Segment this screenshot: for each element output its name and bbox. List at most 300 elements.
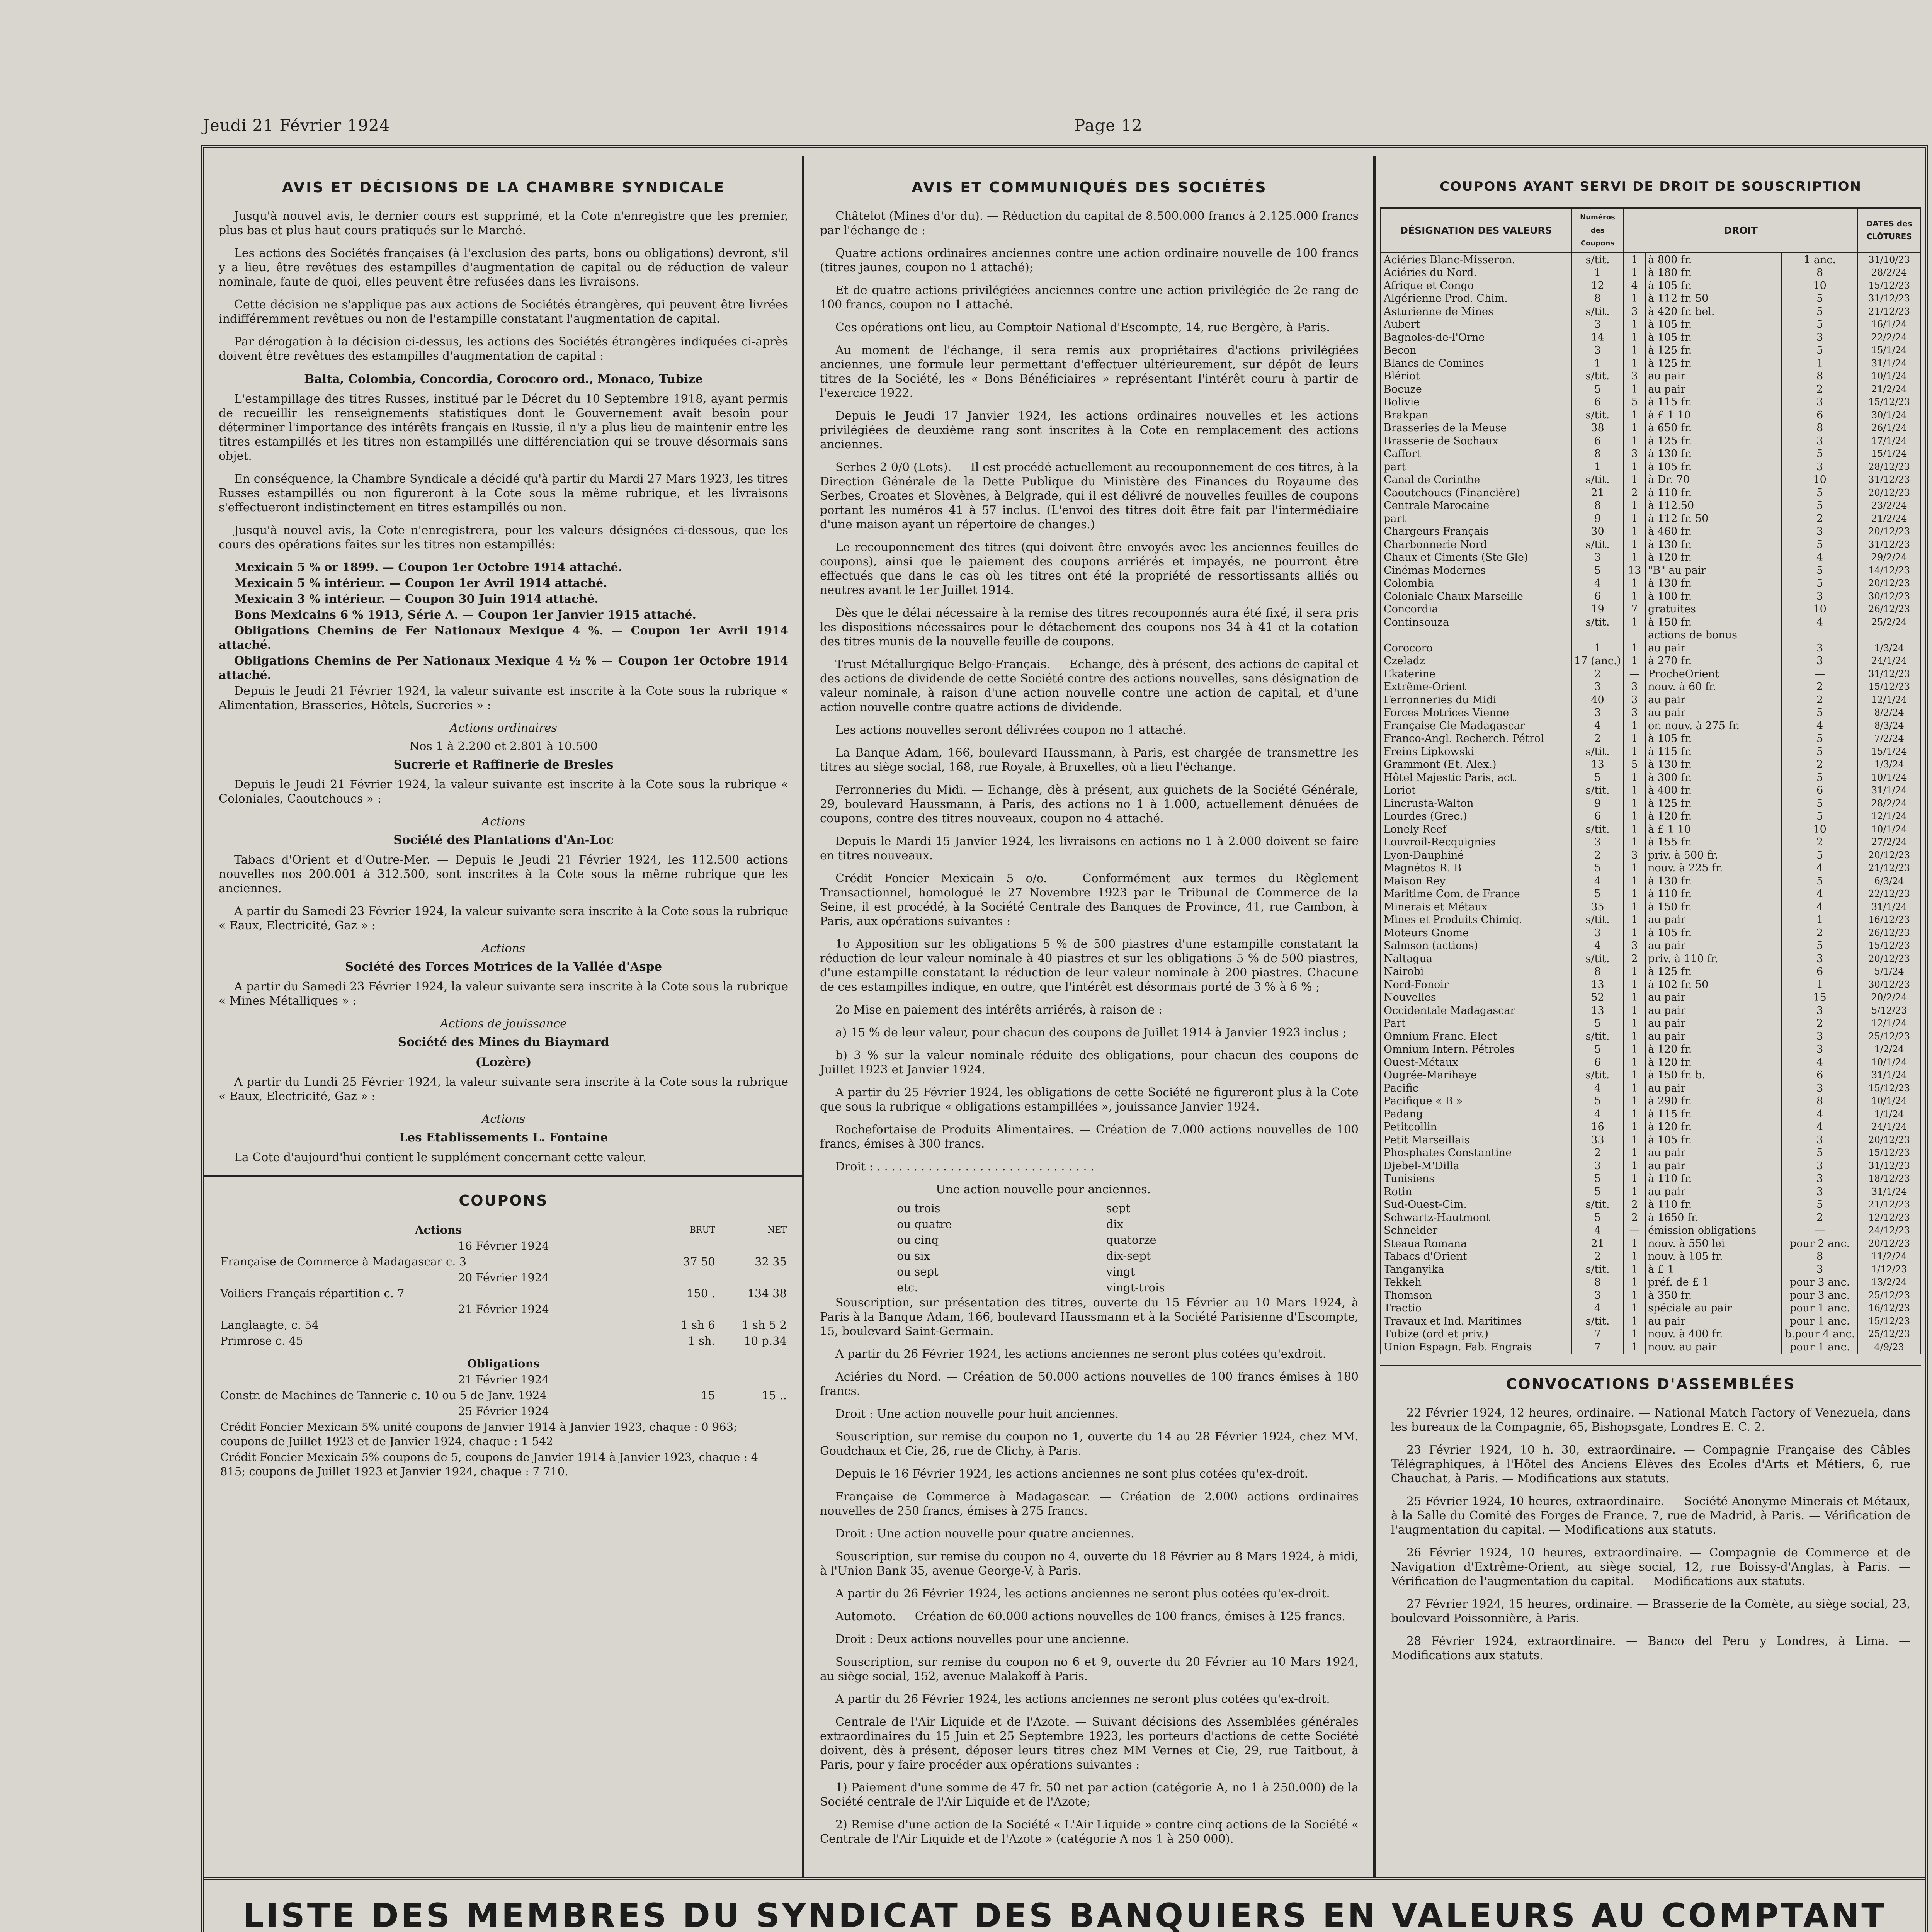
subscription-row: [1381, 279, 1921, 293]
subscription-row: [1381, 1276, 1921, 1289]
cloture-date: 10/1/24: [1858, 1095, 1921, 1108]
valeur-name: Schwartz-Hautmont: [1381, 1211, 1571, 1225]
th-droit: DROIT: [1624, 208, 1858, 253]
droit-ratio: [1782, 629, 1857, 642]
communique-paragraph: 2o Mise en paiement des intérêts arriérés, à raison de :: [835, 1003, 1163, 1017]
coupon-brut: 150 .: [686, 1287, 715, 1300]
subscription-row: [1381, 396, 1921, 409]
divider: [204, 1175, 803, 1177]
communique-paragraph: Française de Commerce à Madagascar. — Création de 2.000 actions ordinaires nouvelles de 250 francs, émises à 275 francs.: [820, 1490, 1359, 1518]
communique-paragraph: Châtelot (Mines d'or du). — Réduction du capital de 8.500.000 francs à 2.125.000 francs par l'échange de :: [820, 209, 1359, 237]
valeur-name: Grammont (Et. Alex.): [1381, 758, 1571, 771]
coupon-net: 32 35: [754, 1255, 787, 1268]
droit-table: [895, 1201, 1326, 1296]
cloture-date: 10/1/24: [1858, 370, 1921, 383]
subscription-row: [1381, 784, 1921, 797]
coupon-number: 3: [1571, 927, 1624, 940]
droit-qty: 1: [1624, 616, 1645, 629]
droit-ratio: 3: [1782, 1030, 1857, 1043]
paragraph: A partir du Lundi 25 Février 1924, la valeur suivante sera inscrite à la Cote sous la rubrique « Eaux, Electricité, Gaz » :: [219, 1075, 788, 1103]
cloture-date: 29/2/24: [1858, 551, 1921, 564]
cloture-date: 20/12/23: [1858, 849, 1921, 862]
communique-paragraph: Aciéries du Nord. — Création de 50.000 actions nouvelles de 100 francs émises à 180 francs.: [820, 1370, 1359, 1398]
valeur-name: Tractio: [1381, 1302, 1571, 1315]
paragraph: Depuis le Jeudi 21 Février 1924, la valeur suivante est inscrite à la Cote sous la rubrique « Coloniales, Caoutchoucs » :: [219, 778, 788, 806]
droit-qty: 2: [1624, 952, 1645, 966]
droit-qty: 3: [1624, 447, 1645, 461]
droit-terms: nouv. à 550 lei: [1645, 1237, 1782, 1250]
coupon-number: 6: [1571, 590, 1624, 603]
subscription-row: [1381, 253, 1921, 266]
coupon-number: 35: [1571, 901, 1624, 914]
coupon-number: 33: [1571, 1134, 1624, 1147]
droit-qty: 5: [1624, 758, 1645, 771]
coupon-number: s/tit.: [1571, 1069, 1624, 1082]
valeur-name: Lincrusta-Walton: [1381, 797, 1571, 810]
coupon-net: 15 ..: [762, 1389, 787, 1402]
valeur-name: Française Cie Madagascar: [1381, 719, 1571, 733]
droit-ratio: 3: [1782, 396, 1857, 409]
subscription-row: [1381, 745, 1921, 759]
droit-ratio: 3: [1782, 590, 1857, 603]
droit-qty: 1: [1624, 1082, 1645, 1095]
coupon-number: 13: [1571, 758, 1624, 771]
subscription-row: [1381, 603, 1921, 616]
subscription-row: [1381, 655, 1921, 668]
droit-qty: 1: [1624, 991, 1645, 1004]
valeur-name: Coloniale Chaux Marseille: [1381, 590, 1571, 603]
valeur-name: Tunisiens: [1381, 1172, 1571, 1185]
communique-paragraph: Droit : Deux actions nouvelles pour une ancienne.: [835, 1633, 1129, 1646]
coupons-table: [219, 1222, 788, 1480]
coupon-number: s/tit.: [1571, 1030, 1624, 1043]
droit-ratio: 5: [1782, 732, 1857, 745]
droit-terms: au pair: [1645, 370, 1782, 383]
cloture-date: 31/12/23: [1858, 668, 1921, 681]
valeur-name: Louvroil-Recquignies: [1381, 836, 1571, 849]
valeur-name: Brasseries de la Meuse: [1381, 422, 1571, 435]
coupon-number: 4: [1571, 1224, 1624, 1237]
valeur-name: Petit Marseillais: [1381, 1134, 1571, 1147]
droit-terms: à 100 fr.: [1645, 590, 1782, 603]
coupon-number: 3: [1571, 706, 1624, 719]
communique-paragraph: Centrale de l'Air Liquide et de l'Azote. — Suivant décisions des Assemblées générales extraordinaires du 15 Juin et 25 Septembre 1923, les porteurs d'actions de cette Société doivent, dès à présent, déposer leurs titres chez MM Vernes et Cie, 29, rue Taitbout, à Paris, pour y faire procéder aux opérations suivantes :: [820, 1715, 1359, 1772]
droit-terms: à 110 fr.: [1645, 1172, 1782, 1185]
coupon-number: 6: [1571, 435, 1624, 448]
subscription-row: [1381, 1056, 1921, 1069]
cloture-date: 28/12/23: [1858, 461, 1921, 474]
coupon-number: 19: [1571, 603, 1624, 616]
subscription-row: [1381, 991, 1921, 1004]
droit-terms: nouv. à 400 fr.: [1645, 1328, 1782, 1341]
valeur-name: Padang: [1381, 1108, 1571, 1121]
subscription-row: [1381, 447, 1921, 461]
coupon-number: 40: [1571, 694, 1624, 707]
droit-qty: 1: [1624, 719, 1645, 733]
coupon-number: 13: [1571, 978, 1624, 992]
paragraph: Cette décision ne s'applique pas aux actions de Sociétés étrangères, qui peuvent être livrées indifféremment revêtues ou non de l'estampille constatant l'augmentation de capital.: [219, 298, 788, 326]
paragraph: Tabacs d'Orient et d'Outre-Mer. — Depuis le Jeudi 21 Février 1924, les 112.500 actions nouvelles nos 200.001 à 312.500, sont inscrites à la Cote sous la même rubrique que les anciennes.: [219, 853, 788, 895]
subscription-row: [1381, 370, 1921, 383]
coupon-number: 8: [1571, 965, 1624, 978]
droit-qty: 1: [1624, 331, 1645, 344]
droit-qty: 3: [1624, 370, 1645, 383]
droit-ratio: 6: [1782, 1069, 1857, 1082]
coupon-number: 5: [1571, 1043, 1624, 1056]
cloture-date: 31/1/24: [1858, 1185, 1921, 1199]
droit-ratio: 4: [1782, 888, 1857, 901]
droit-terms: à 105 fr.: [1645, 732, 1782, 745]
coupon-number: 7: [1571, 1328, 1624, 1341]
cloture-date: 1/3/24: [1858, 758, 1921, 771]
droit-qty: 1: [1624, 1134, 1645, 1147]
coupon-number: 5: [1571, 1017, 1624, 1030]
coupon-number: 16: [1571, 1121, 1624, 1134]
coupon-number: 8: [1571, 499, 1624, 512]
valeur-name: Nouvelles: [1381, 991, 1571, 1004]
communique-paragraph: Crédit Foncier Mexicain 5 o/o. — Conformément aux termes du Règlement Transactionnel, homologué le 27 Novembre 1923 par le Tribunal de Commerce de la Seine, il est procédé, à la Société Centrale des Banques de Province, 41, rue Cambon, à Paris, aux opérations suivantes :: [820, 872, 1359, 928]
droit-qty: 1: [1624, 862, 1645, 875]
droit-terms: à 120 fr.: [1645, 1056, 1782, 1069]
communique-paragraph: Depuis le 16 Février 1924, les actions anciennes ne sont plus cotées qu'ex-droit.: [835, 1467, 1308, 1481]
communique-paragraph: Souscription, sur remise du coupon no 1, ouverte du 14 au 28 Février 1924, chez MM. Goudchaux et Cie, 26, rue de Clichy, à Paris.: [820, 1430, 1359, 1458]
coupon-number: 3: [1571, 318, 1624, 331]
valeur-name: Pacifique « B »: [1381, 1095, 1571, 1108]
droit-qty: 1: [1624, 1289, 1645, 1302]
droit-qty: 1: [1624, 318, 1645, 331]
valeur-name: Canal de Corinthe: [1381, 473, 1571, 486]
droit-ratio: 4: [1782, 862, 1857, 875]
coupon-number: 4: [1571, 939, 1624, 952]
paragraph: Par dérogation à la décision ci-dessus, les actions des Sociétés étrangères indiquées ci-après doivent être revêtues des estampilles d'augmentation de capital :: [219, 335, 788, 363]
droit-qty: —: [1624, 1224, 1645, 1237]
cloture-date: 14/12/23: [1858, 564, 1921, 577]
droit-ratio: 1: [1782, 913, 1857, 927]
droit-new: vingt: [1106, 1265, 1135, 1278]
droit-ratio: 10: [1782, 279, 1857, 293]
cloture-date: 20/12/23: [1858, 577, 1921, 590]
cloture-date: 30/12/23: [1858, 590, 1921, 603]
communique-paragraph: Droit : Une action nouvelle pour huit anciennes.: [835, 1407, 1119, 1421]
communique-paragraph: Serbes 2 0/0 (Lots). — Il est procédé actuellement au recouponnement de ces titres, à la Direction Générale de la Dette Publique du Ministère des Finances du Royaume des Serbes, Croates et Slovènes, à Belgrade, qui il est délivré de nouvelles feuilles de coupons portant les numéros 41 à 57 inclus. (L'envoi des titres doit être fait par l'intermédiaire d'une maison ayant un répertoire de changes.): [820, 461, 1359, 531]
company-name: Société des Plantations d'An-Loc: [393, 833, 614, 847]
droit-terms: à 112.50: [1645, 499, 1782, 512]
droit-qty: 1: [1624, 357, 1645, 370]
coupon-number: 5: [1571, 888, 1624, 901]
convocation: 28 Février 1924, extraordinaire. — Banco del Peru y Londres, à Lima. — Modifications aux statuts.: [1391, 1634, 1910, 1662]
droit-ratio: 4: [1782, 551, 1857, 564]
cloture-date: 31/12/23: [1858, 1160, 1921, 1173]
droit-ratio: 5: [1782, 771, 1857, 784]
cloture-date: 26/12/23: [1858, 603, 1921, 616]
droit-terms: à 180 fr.: [1645, 266, 1782, 279]
coupon-number: 5: [1571, 383, 1624, 396]
valeur-name: Lyon-Dauphiné: [1381, 849, 1571, 862]
droit-terms: au pair: [1645, 1160, 1782, 1173]
droit-terms: au pair: [1645, 642, 1782, 655]
droit-qty: 1: [1624, 1341, 1645, 1354]
droit-ratio: 3: [1782, 1263, 1857, 1276]
valeur-name: Mines et Produits Chimiq.: [1381, 913, 1571, 927]
coupon-number: 13: [1571, 1004, 1624, 1017]
coupon-note: Crédit Foncier Mexicain 5% unité coupons de Janvier 1914 à Janvier 1923, chaque : 0 963; coupons de Juillet 1923 et de Janvier 1924, chaque : 1 542: [220, 1420, 737, 1448]
coupon-number: 3: [1571, 344, 1624, 357]
droit-terms: à 115 fr.: [1645, 745, 1782, 759]
droit-qty: 1: [1624, 655, 1645, 668]
droit-qty: 1: [1624, 1250, 1645, 1263]
communique-paragraph: A partir du 26 Février 1924, les actions anciennes ne seront plus cotées qu'exdroit.: [835, 1347, 1327, 1361]
droit-qty: 1: [1624, 1030, 1645, 1043]
droit-qty: 4: [1624, 279, 1645, 293]
cloture-date: 31/1/24: [1858, 357, 1921, 370]
subscription-row: [1381, 1108, 1921, 1121]
droit-qty: 1: [1624, 642, 1645, 655]
coupon-number: 1: [1571, 266, 1624, 279]
droit-old: ou six: [897, 1249, 930, 1262]
valeur-name: Sud-Ouest-Cim.: [1381, 1198, 1571, 1211]
valeur-name: Lourdes (Grec.): [1381, 810, 1571, 823]
droit-ratio: 5: [1782, 849, 1857, 862]
droit-terms: à 130 fr.: [1645, 538, 1782, 551]
droit-qty: 1: [1624, 461, 1645, 474]
droit-ratio: 6: [1782, 784, 1857, 797]
droit-qty: 2: [1624, 1198, 1645, 1211]
droit-qty: 1: [1624, 551, 1645, 564]
droit-qty: 1: [1624, 875, 1645, 888]
droit-ratio: 5: [1782, 318, 1857, 331]
coupons-actions-header: Actions: [415, 1223, 462, 1236]
coupon-number: s/tit.: [1571, 538, 1624, 551]
droit-terms: au pair: [1645, 913, 1782, 927]
droit-qty: 1: [1624, 1043, 1645, 1056]
droit-terms: nouv. au pair: [1645, 1341, 1782, 1354]
droit-terms: à 115 fr.: [1645, 396, 1782, 409]
coupon-number: 21: [1571, 486, 1624, 500]
valeur-name: Forces Motrices Vienne: [1381, 706, 1571, 719]
droit-qty: 1: [1624, 344, 1645, 357]
droit-qty: 13: [1624, 564, 1645, 577]
droit-qty: 1: [1624, 1328, 1645, 1341]
droit-qty: 1: [1624, 1172, 1645, 1185]
subscription-row: [1381, 422, 1921, 435]
coupon-number: 6: [1571, 1056, 1624, 1069]
coupon-date-row: [219, 1270, 788, 1286]
droit-qty: 1: [1624, 1276, 1645, 1289]
droit-ratio: 5: [1782, 447, 1857, 461]
communique-paragraph: Quatre actions ordinaires anciennes contre une action ordinaire nouvelle de 100 francs (titres jaunes, coupon no 1 attaché);: [820, 247, 1359, 274]
droit-terms: au pair: [1645, 1146, 1782, 1160]
droit-ratio: 3: [1782, 1172, 1857, 1185]
subscription-row: [1381, 1302, 1921, 1315]
droit-qty: 1: [1624, 590, 1645, 603]
droit-terms: à 120 fr.: [1645, 551, 1782, 564]
coupon-number: s/tit.: [1571, 913, 1624, 927]
droit-ratio: 3: [1782, 461, 1857, 474]
valeur-name: Bagnoles-de-l'Orne: [1381, 331, 1571, 344]
column-rule: [1373, 156, 1376, 1877]
subscription-row: [1381, 1185, 1921, 1199]
droit-terms: à 125 fr.: [1645, 965, 1782, 978]
subscription-row: [1381, 590, 1921, 603]
droit-terms: nouv. à 225 fr.: [1645, 862, 1782, 875]
coupon-number: s/tit.: [1571, 253, 1624, 266]
convocation: 27 Février 1924, 15 heures, ordinaire. — Brasserie de la Comète, au siège social, 23, boulevard Poissonnière, à Paris.: [1391, 1597, 1910, 1625]
droit-terms: à 110 fr.: [1645, 888, 1782, 901]
cloture-date: 16/12/23: [1858, 1302, 1921, 1315]
droit-terms: au pair: [1645, 694, 1782, 707]
cloture-date: 20/12/23: [1858, 952, 1921, 966]
droit-qty: 1: [1624, 577, 1645, 590]
droit-terms: à 110 fr.: [1645, 1198, 1782, 1211]
droit-ratio: 8: [1782, 422, 1857, 435]
communique-paragraph: Droit : Une action nouvelle pour quatre anciennes.: [835, 1527, 1134, 1541]
communique-paragraph: 2) Remise d'une action de la Société « L'Air Liquide » contre cinq actions de la Société « Centrale de l'Air Liquide et de l'Azote » (catégorie A nos 1 à 250 000).: [820, 1818, 1359, 1846]
cloture-date: 31/12/23: [1858, 292, 1921, 305]
droit-old: ou trois: [897, 1202, 940, 1215]
droit-qty: 1: [1624, 538, 1645, 551]
valeur-name: Magnétos R. B: [1381, 862, 1571, 875]
coupon-row: [219, 1254, 788, 1270]
valeur-name: Naltagua: [1381, 952, 1571, 966]
coupon-number: 5: [1571, 1211, 1624, 1225]
droit-qty: 1: [1624, 525, 1645, 538]
cloture-date: 10/1/24: [1858, 1056, 1921, 1069]
subscription-row: [1381, 1043, 1921, 1056]
droit-new: quatorze: [1106, 1233, 1156, 1247]
droit-qty: 1: [1624, 913, 1645, 927]
droit-ratio: 8: [1782, 1250, 1857, 1263]
coupon-date: 16 Février 1924: [458, 1239, 549, 1252]
droit-terms: à 290 fr.: [1645, 1095, 1782, 1108]
valeur-name: Tubize (ord et priv.): [1381, 1328, 1571, 1341]
subscription-table: [1380, 207, 1921, 1354]
valeur-name: Becon: [1381, 344, 1571, 357]
subscription-row: [1381, 525, 1921, 538]
subscription-row: [1381, 473, 1921, 486]
cloture-date: 31/1/24: [1858, 784, 1921, 797]
droit-terms: à £ 1: [1645, 1263, 1782, 1276]
company-name: Les Etablissements L. Fontaine: [399, 1131, 608, 1145]
droit-ratio: 5: [1782, 486, 1857, 500]
droit-ratio: pour 1 anc.: [1782, 1315, 1857, 1328]
coupon-number: 2: [1571, 1146, 1624, 1160]
mexican-security: Bons Mexicains 6 % 1913, Série A. — Coupon 1er Janvier 1915 attaché.: [234, 608, 696, 622]
label: Actions ordinaires: [450, 721, 557, 735]
droit-ratio: 3: [1782, 1082, 1857, 1095]
coupon-number: 8: [1571, 292, 1624, 305]
droit-qty: 1: [1624, 771, 1645, 784]
valeur-name: Czeladz: [1381, 655, 1571, 668]
droit-qty: 1: [1624, 1108, 1645, 1121]
subscription-row: [1381, 1030, 1921, 1043]
coupon-number: 38: [1571, 422, 1624, 435]
cloture-date: 1/2/24: [1858, 1043, 1921, 1056]
subscription-row: [1381, 1328, 1921, 1341]
cloture-date: 20/12/23: [1858, 1237, 1921, 1250]
cloture-date: 5/1/24: [1858, 965, 1921, 978]
cloture-date: 1/1/24: [1858, 1108, 1921, 1121]
droit-qty: [1624, 629, 1645, 642]
subscription-row: [1381, 1004, 1921, 1017]
valeur-name: Asturienne de Mines: [1381, 305, 1571, 318]
droit-ratio: 1: [1782, 978, 1857, 992]
droit-terms: au pair: [1645, 706, 1782, 719]
subscription-row: [1381, 719, 1921, 733]
droit-qty: 1: [1624, 888, 1645, 901]
valeur-name: Minerais et Métaux: [1381, 901, 1571, 914]
droit-qty: 1: [1624, 784, 1645, 797]
cloture-date: 12/12/23: [1858, 1211, 1921, 1225]
coupon-note: Crédit Foncier Mexicain 5% coupons de 5, coupons de Janvier 1914 à Janvier 1923, chaque : 4 815; coupons de Juillet 1923 et Janvier 1924, chaque : 7 710.: [220, 1451, 758, 1478]
droit-ratio: 5: [1782, 875, 1857, 888]
subscription-row: [1381, 461, 1921, 474]
droit-ratio: 10: [1782, 473, 1857, 486]
droit-ratio: pour 1 anc.: [1782, 1302, 1857, 1315]
droit-qty: 1: [1624, 823, 1645, 836]
subscription-row: [1381, 771, 1921, 784]
droit-ratio: 15: [1782, 991, 1857, 1004]
droit-terms: à 130 fr.: [1645, 875, 1782, 888]
communique-paragraph: La Banque Adam, 166, boulevard Haussmann, à Paris, est chargée de transmettre les titres au siège social, 168, rue Royale, à Bruxelles, où a lieu l'échange.: [820, 746, 1359, 774]
cloture-date: 11/2/24: [1858, 1250, 1921, 1263]
droit-ratio: 3: [1782, 331, 1857, 344]
coupon-number: s/tit.: [1571, 1263, 1624, 1276]
mexican-security: Mexicain 5 % or 1899. — Coupon 1er Octobre 1914 attaché.: [234, 561, 622, 574]
droit-qty: 3: [1624, 849, 1645, 862]
coupon-date-row: [219, 1301, 788, 1317]
subscription-row: [1381, 357, 1921, 370]
coupon-number: 8: [1571, 1276, 1624, 1289]
droit-terms: à 130 fr.: [1645, 577, 1782, 590]
subscription-row: [1381, 1121, 1921, 1134]
droit-qty: 1: [1624, 797, 1645, 810]
droit-terms: à 120 fr.: [1645, 1121, 1782, 1134]
subscription-row: [1381, 810, 1921, 823]
droit-terms: au pair: [1645, 1185, 1782, 1199]
divider: [204, 1877, 1925, 1880]
valeur-name: Ouest-Métaux: [1381, 1056, 1571, 1069]
droit-terms: au pair: [1645, 1017, 1782, 1030]
valeur-name: Blancs de Comines: [1381, 357, 1571, 370]
valeur-name: Afrique et Congo: [1381, 279, 1571, 293]
coupon-number: 3: [1571, 836, 1624, 849]
subscription-row: [1381, 305, 1921, 318]
droit-ratio: 2: [1782, 1017, 1857, 1030]
label: Actions: [481, 942, 526, 955]
droit-terms: priv. à 110 fr.: [1645, 952, 1782, 966]
communique-paragraph: Les actions nouvelles seront délivrées coupon no 1 attaché.: [835, 723, 1187, 737]
droit-terms: à 125 fr.: [1645, 344, 1782, 357]
valeur-name: Schneider: [1381, 1224, 1571, 1237]
convocation: 22 Février 1924, 12 heures, ordinaire. — National Match Factory of Venezuela, dans les bureaux de la Compagnie, 65, Bishopsgate, Londres E. C. 2.: [1391, 1406, 1910, 1434]
coupon-number: 6: [1571, 810, 1624, 823]
droit-qty: 3: [1624, 706, 1645, 719]
cloture-date: 21/12/23: [1858, 862, 1921, 875]
droit-ratio: 2: [1782, 758, 1857, 771]
label: Actions: [481, 1112, 526, 1126]
communique-paragraph: Droit : . . . . . . . . . . . . . . . . . . . . . . . . . . . . . .: [835, 1160, 1094, 1173]
droit-ratio: 3: [1782, 642, 1857, 655]
column-chambre-syndicale: [204, 148, 803, 1932]
droit-ratio: 8: [1782, 266, 1857, 279]
droit-qty: 1: [1624, 435, 1645, 448]
coupon-number: 2: [1571, 668, 1624, 681]
valeur-name: Brakpan: [1381, 409, 1571, 422]
droit-ratio: 2: [1782, 694, 1857, 707]
coupon-number: 30: [1571, 525, 1624, 538]
droit-terms: spéciale au pair: [1645, 1302, 1782, 1315]
droit-qty: 1: [1624, 512, 1645, 526]
